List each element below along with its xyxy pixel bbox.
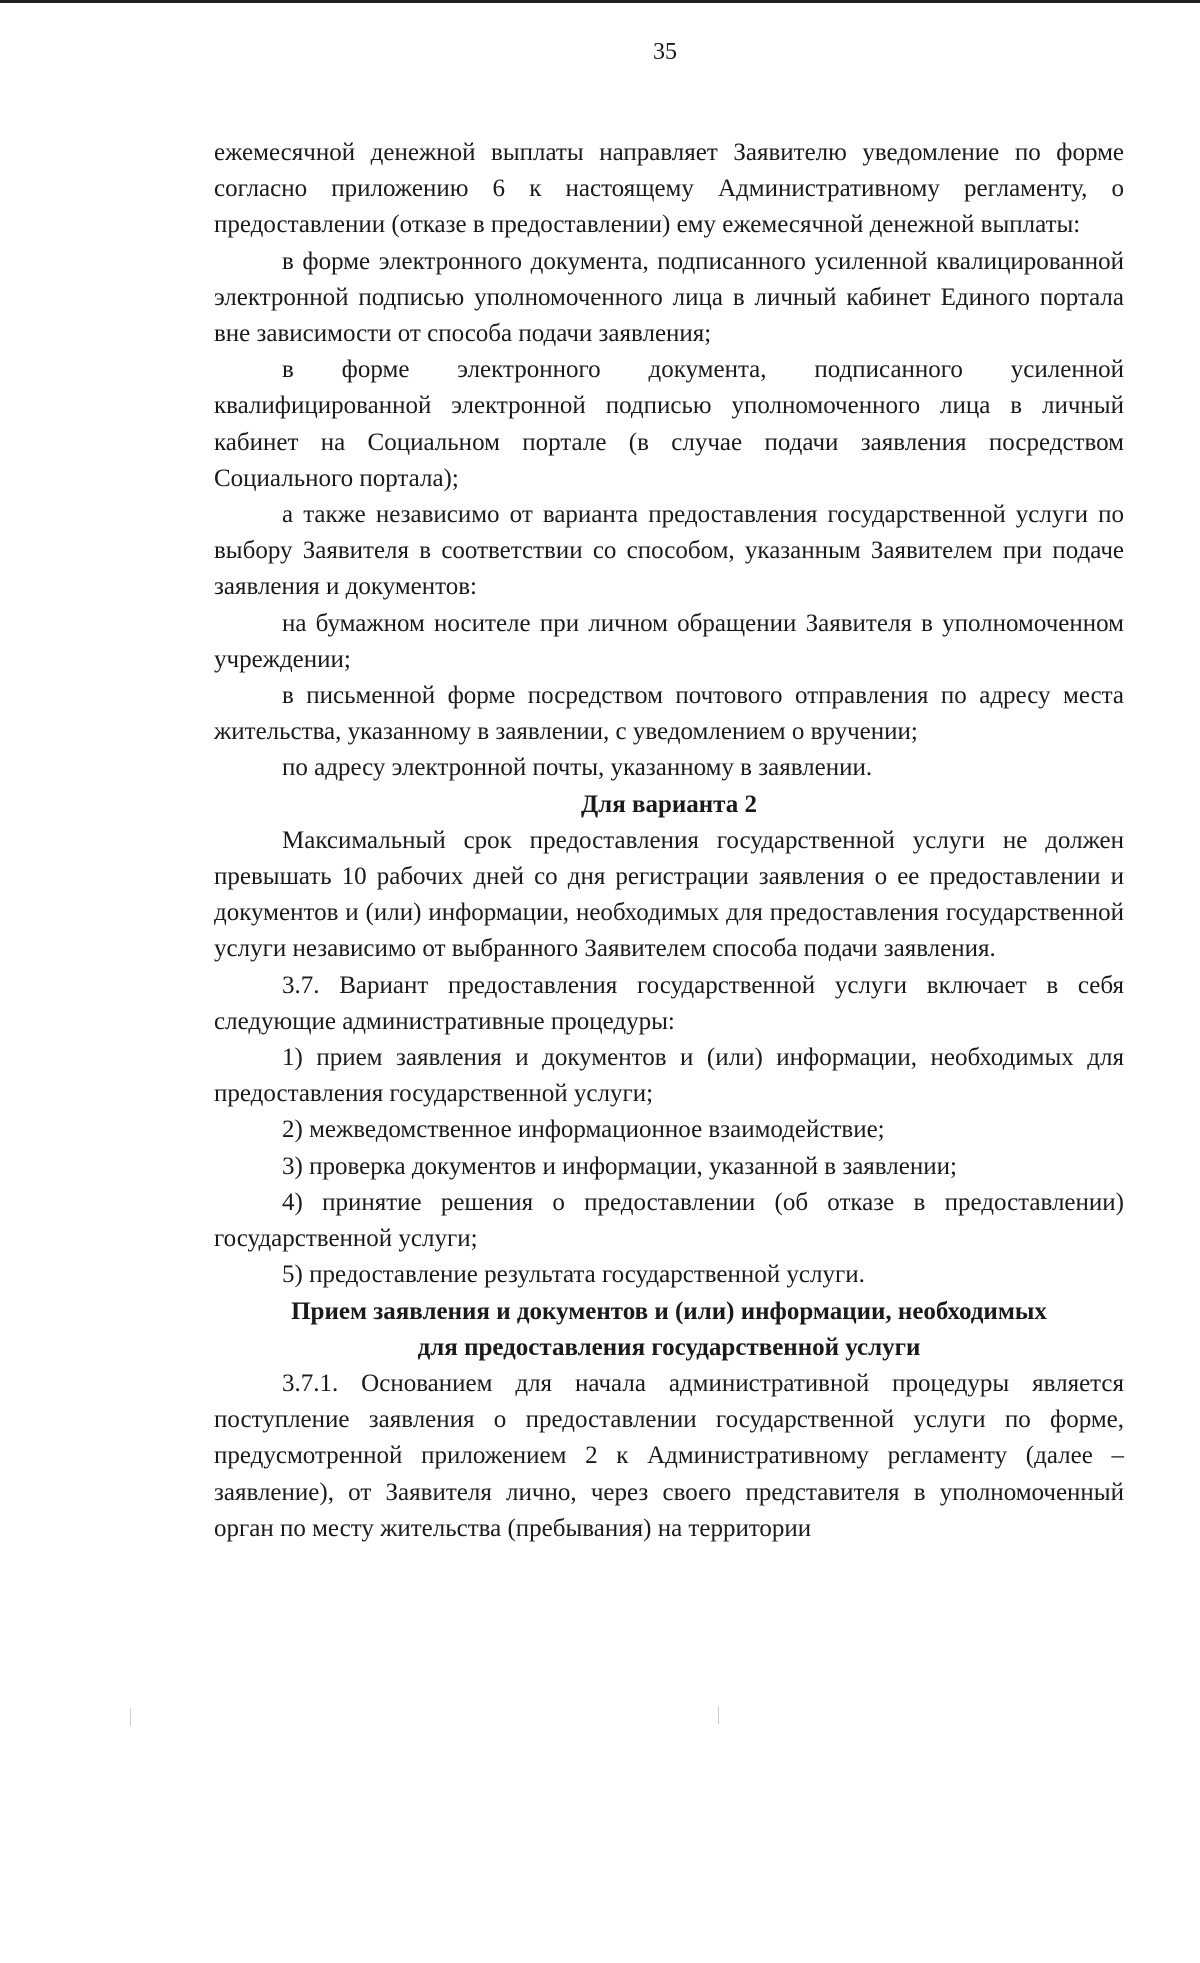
paragraph-independent-of-variant: а также независимо от варианта предоставления государственной услуги по выбору Заявителя в соответствии со способом, указанным Заявителем при подаче заявления и документов: <box>214 501 1124 601</box>
paragraph-electronic-unified-portal: в форме электронного документа, подписанного усиленной квалицированной электронной подписью уполномоченного лица в личный кабинет Единого портала вне зависимости от способа подачи заявления; <box>214 247 1124 348</box>
heading-reception <box>214 1294 1124 1366</box>
paragraph-3-7-1: 3.7.1. Основанием для начала административной процедуры является поступление заявления о предоставлении государственной услуги по форме, предусмотренной приложением 2 к Административному регламенту (далее – заявление), от Заявителя лично, через своего представителя в уполномоченный орган по месту жительства (пребывания) на территории <box>214 1369 1124 1542</box>
list-item-4: 4) принятие решения о предоставлении (об отказе в предоставлении) государственной услуги; <box>214 1188 1124 1253</box>
paragraph-paper-medium: на бумажном носителе при личном обращении Заявителя в уполномоченном учреждении; <box>214 609 1124 673</box>
heading-variant-2: Для варианта 2 <box>580 790 758 818</box>
heading-reception-line-2: для предоставления государственной услуги <box>417 1333 921 1361</box>
paragraph-3-7: 3.7. Вариант предоставления государственной услуги включает в себя следующие административные процедуры: <box>214 971 1124 1035</box>
list-item-2: 2) межведомственное информационное взаимодействие; <box>282 1116 885 1144</box>
list-item-3: 3) проверка документов и информации, указанной в заявлении; <box>282 1152 957 1180</box>
list-item-5: 5) предоставление результата государственной услуги. <box>282 1261 865 1289</box>
list-item-1: 1) прием заявления и документов и (или) информации, необходимых для предоставления государственной услуги; <box>214 1044 1124 1108</box>
paragraph-postal: в письменной форме посредством почтового отправления по адресу места жительства, указанному в заявлении, с уведомлением о вручении; <box>214 682 1124 746</box>
scan-artifact-mark <box>718 1706 719 1724</box>
document-body <box>214 135 1124 1547</box>
paragraph-continuation: ежемесячной денежной выплаты направляет Заявителю уведомление по форме согласно приложению 6 к настоящему Административному регламенту, о предоставлении (отказе в предоставлении) ему ежемесячной денежной выплаты: <box>214 139 1124 239</box>
page-number: 35 <box>653 39 677 65</box>
scan-top-border <box>0 0 1200 3</box>
heading-reception-line-1: Прием заявления и документов и (или) информации, необходимых <box>291 1297 1047 1325</box>
paragraph-electronic-social-portal: в форме электронного документа, подписанного усиленной квалифицированной электронной подписью уполномоченного лица в личный кабинет на Социальном портале (в случае подачи заявления посредством Социального портала); <box>214 356 1124 492</box>
paragraph-email: по адресу электронной почты, указанному в заявлении. <box>282 754 873 782</box>
paragraph-max-term: Максимальный срок предоставления государственной услуги не должен превышать 10 рабочих дней со дня регистрации заявления о ее предоставлении и документов и (или) информации, необходимых для предоставления государственной услуги независимо от выбранного Заявителем способа подачи заявления. <box>214 826 1124 963</box>
scan-artifact-mark <box>130 1708 131 1726</box>
